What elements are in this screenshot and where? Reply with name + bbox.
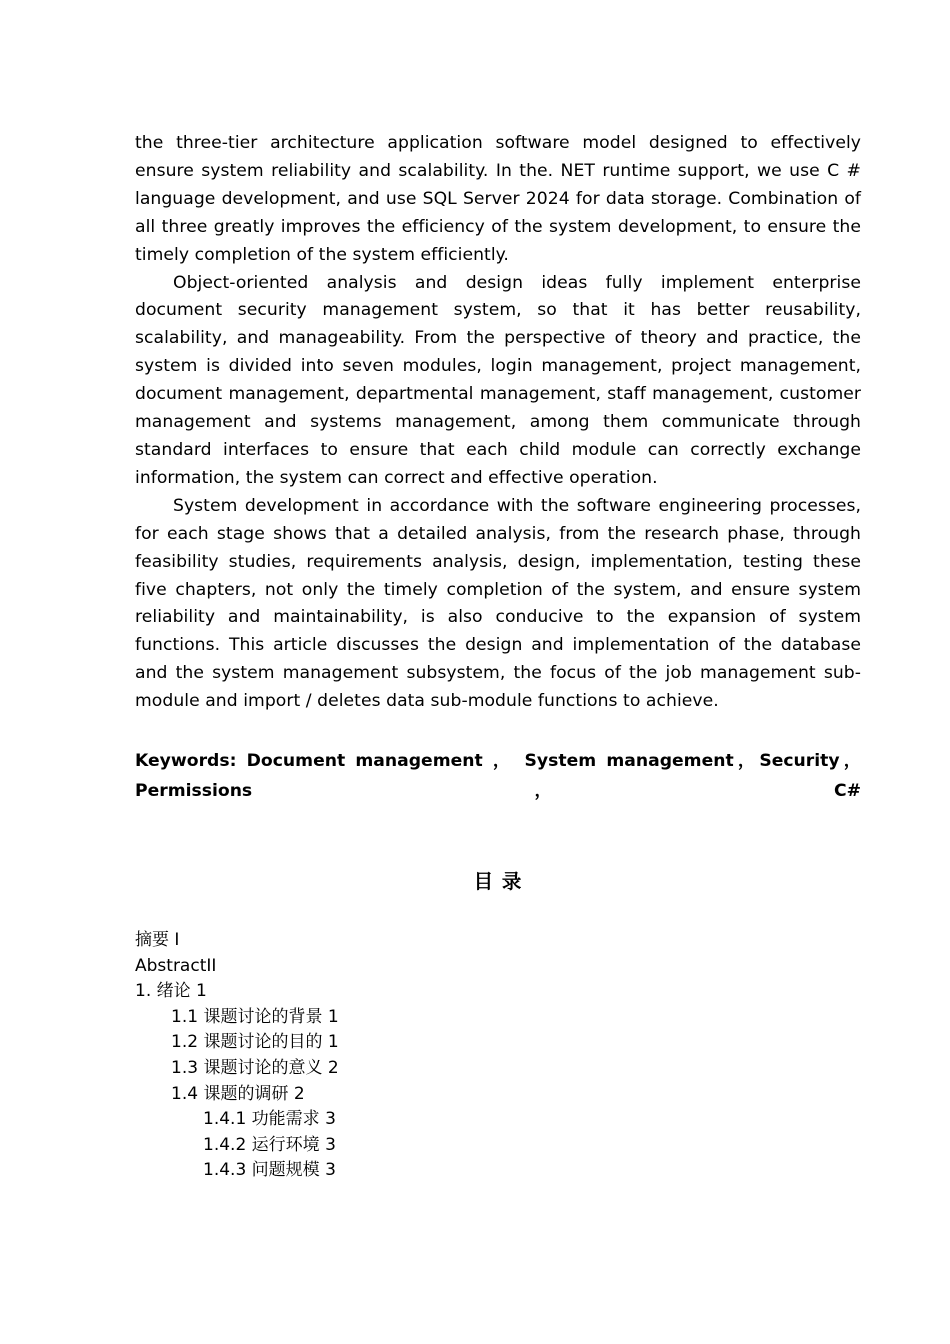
toc-heading-container (135, 868, 861, 896)
toc-entry[interactable]: 1.3 课题讨论的意义 2 (171, 1058, 339, 1078)
keywords-spacer (135, 716, 861, 746)
abstract-paragraph-continuation: the three-tier architecture application software model designed to effectively ensure system reliability and scalability. In the. NET runtime support, we use C # language development, and use SQL Server 2024 for data storage. Combination of all three greatly improves the efficiency of the system development, to ensure the timely completion of the system efficiently. (135, 133, 861, 265)
toc-entry[interactable]: 1.1 课题讨论的背景 1 (171, 1006, 339, 1027)
toc-entry[interactable]: 1.4.3 问题规模 3 (203, 1160, 336, 1181)
toc-entry[interactable]: 1.4.1 功能需求 3 (203, 1109, 336, 1130)
toc-entry[interactable]: 摘要 I (135, 930, 180, 951)
keywords-line: Keywords: Document management ， System management，Security，Permissions，C# (135, 751, 861, 802)
toc-entry[interactable]: 1.4 课题的调研 2 (171, 1083, 305, 1104)
abstract-paragraph-system-development: System development in accordance with the software engineering processes, for each stage shows that a detailed analysis, from the research phase, through feasibility studies, requirements analysis, design, implementation, testing these five chapters, not only the timely completion of the system, and ensure system reliability and maintainability, is also conducive to the expansion of system functions. This article discusses the design and implementation of the database and the system management subsystem, the focus of the job management sub-module and import / deletes data sub-module functions to achieve. (135, 495, 861, 712)
abstract-paragraph-object-oriented: Object-oriented analysis and design ideas fully implement enterprise document security management system, so that it has better reusability, scalability, and manageability. From the perspective of theory and practice, the system is divided into seven modules, login management, project management, document management, departmental management, staff management, customer management and systems management, among them communicate through standard interfaces to ensure that each child module can correctly exchange information, the system can correct and effective operation. (135, 272, 861, 488)
toc-entry[interactable]: 1.4.2 运行环境 3 (203, 1134, 336, 1155)
toc-entry[interactable]: 1.2 课题讨论的目的 1 (171, 1032, 339, 1053)
toc-heading: 目 录 (473, 870, 523, 894)
page-content (135, 130, 861, 1184)
toc-entry[interactable]: 1. 绪论 1 (135, 981, 207, 1002)
table-of-contents (135, 928, 861, 1184)
toc-entry[interactable]: AbstractII (135, 955, 217, 976)
